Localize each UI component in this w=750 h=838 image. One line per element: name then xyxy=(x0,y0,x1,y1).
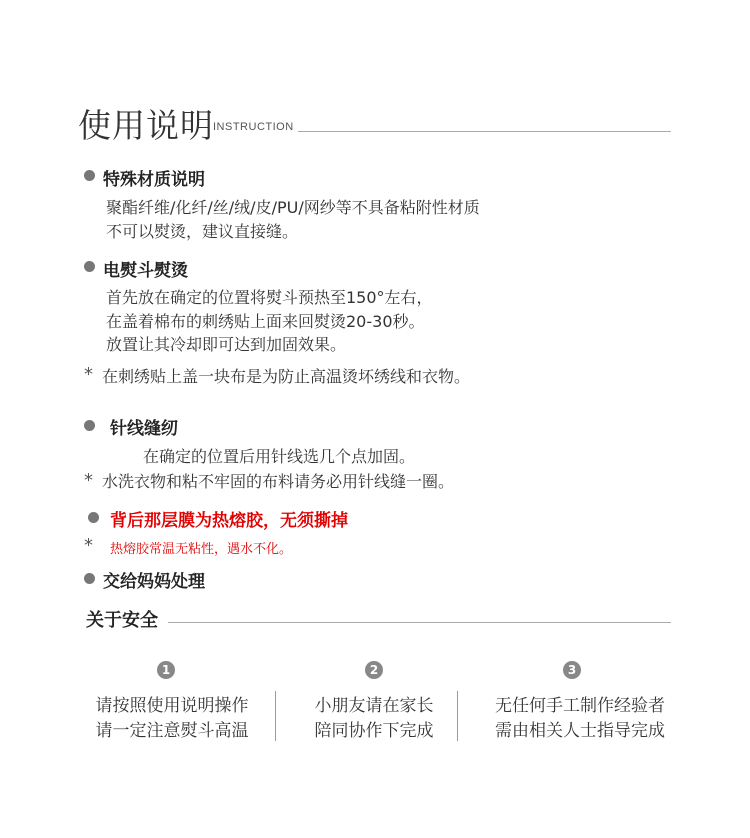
safety-item-1-line-2: 请一定注意熨斗高温 xyxy=(95,721,249,741)
sewing-note: 水洗衣物和粘不牢固的布料请务必用针线缝一圈。 xyxy=(102,472,455,491)
iron-line-1: 首先放在确定的位置将熨斗预热至150°左右， xyxy=(106,288,433,307)
safety-item-3 xyxy=(485,694,675,744)
safety-item-3-line-1: 无任何手工制作经验者 xyxy=(495,696,665,716)
star-icon: * xyxy=(84,470,93,491)
bullet-icon xyxy=(84,573,95,584)
safety-title: 关于安全 xyxy=(86,610,158,631)
number-3-icon: 3 xyxy=(563,661,581,679)
number-2-icon: 2 xyxy=(365,661,383,679)
safety-item-2-line-1: 小朋友请在家长 xyxy=(314,696,434,716)
iron-line-3: 放置让其冷却即可达到加固效果。 xyxy=(106,335,347,354)
safety-item-1-line-1: 请按照使用说明操作 xyxy=(95,696,249,716)
special-materials-line-1: 聚酯纤维/化纤/丝/绒/皮/PU/网纱等不具备粘附性材质 xyxy=(106,198,480,217)
bullet-icon xyxy=(88,512,99,523)
bullet-icon xyxy=(84,420,95,431)
number-1-icon: 1 xyxy=(157,661,175,679)
star-icon: * xyxy=(84,364,93,385)
glue-heading: 背后那层膜为热熔胶，无须撕掉 xyxy=(110,511,348,531)
page-title: 使用说明 xyxy=(78,106,214,145)
sewing-line-1: 在确定的位置后用针线选几个点加固。 xyxy=(143,447,416,466)
star-icon: * xyxy=(84,535,93,556)
sewing-heading: 针线缝纫 xyxy=(110,419,178,439)
safety-item-2-line-2: 陪同协作下完成 xyxy=(314,721,434,741)
safety-item-2 xyxy=(279,694,469,744)
bullet-icon xyxy=(84,261,95,272)
column-divider xyxy=(275,691,276,741)
safety-item-3-line-2: 需由相关人士指导完成 xyxy=(495,721,665,741)
column-divider xyxy=(457,691,458,741)
safety-item-1 xyxy=(77,694,267,744)
iron-note: 在刺绣贴上盖一块布是为防止高温烫坏绣线和衣物。 xyxy=(102,367,471,386)
mom-heading: 交给妈妈处理 xyxy=(103,572,205,592)
iron-line-2: 在盖着棉布的刺绣贴上面来回熨烫20-30秒。 xyxy=(106,312,425,331)
special-materials-heading: 特殊材质说明 xyxy=(103,170,205,190)
bullet-icon xyxy=(84,170,95,181)
glue-note: 热熔胶常温无粘性，遇水不化。 xyxy=(110,542,293,557)
safety-divider xyxy=(168,622,671,623)
page-subtitle: INSTRUCTION xyxy=(213,121,294,133)
iron-heading: 电熨斗熨烫 xyxy=(103,261,188,281)
title-divider xyxy=(298,131,671,132)
special-materials-line-2: 不可以熨烫，建议直接缝。 xyxy=(106,222,299,241)
